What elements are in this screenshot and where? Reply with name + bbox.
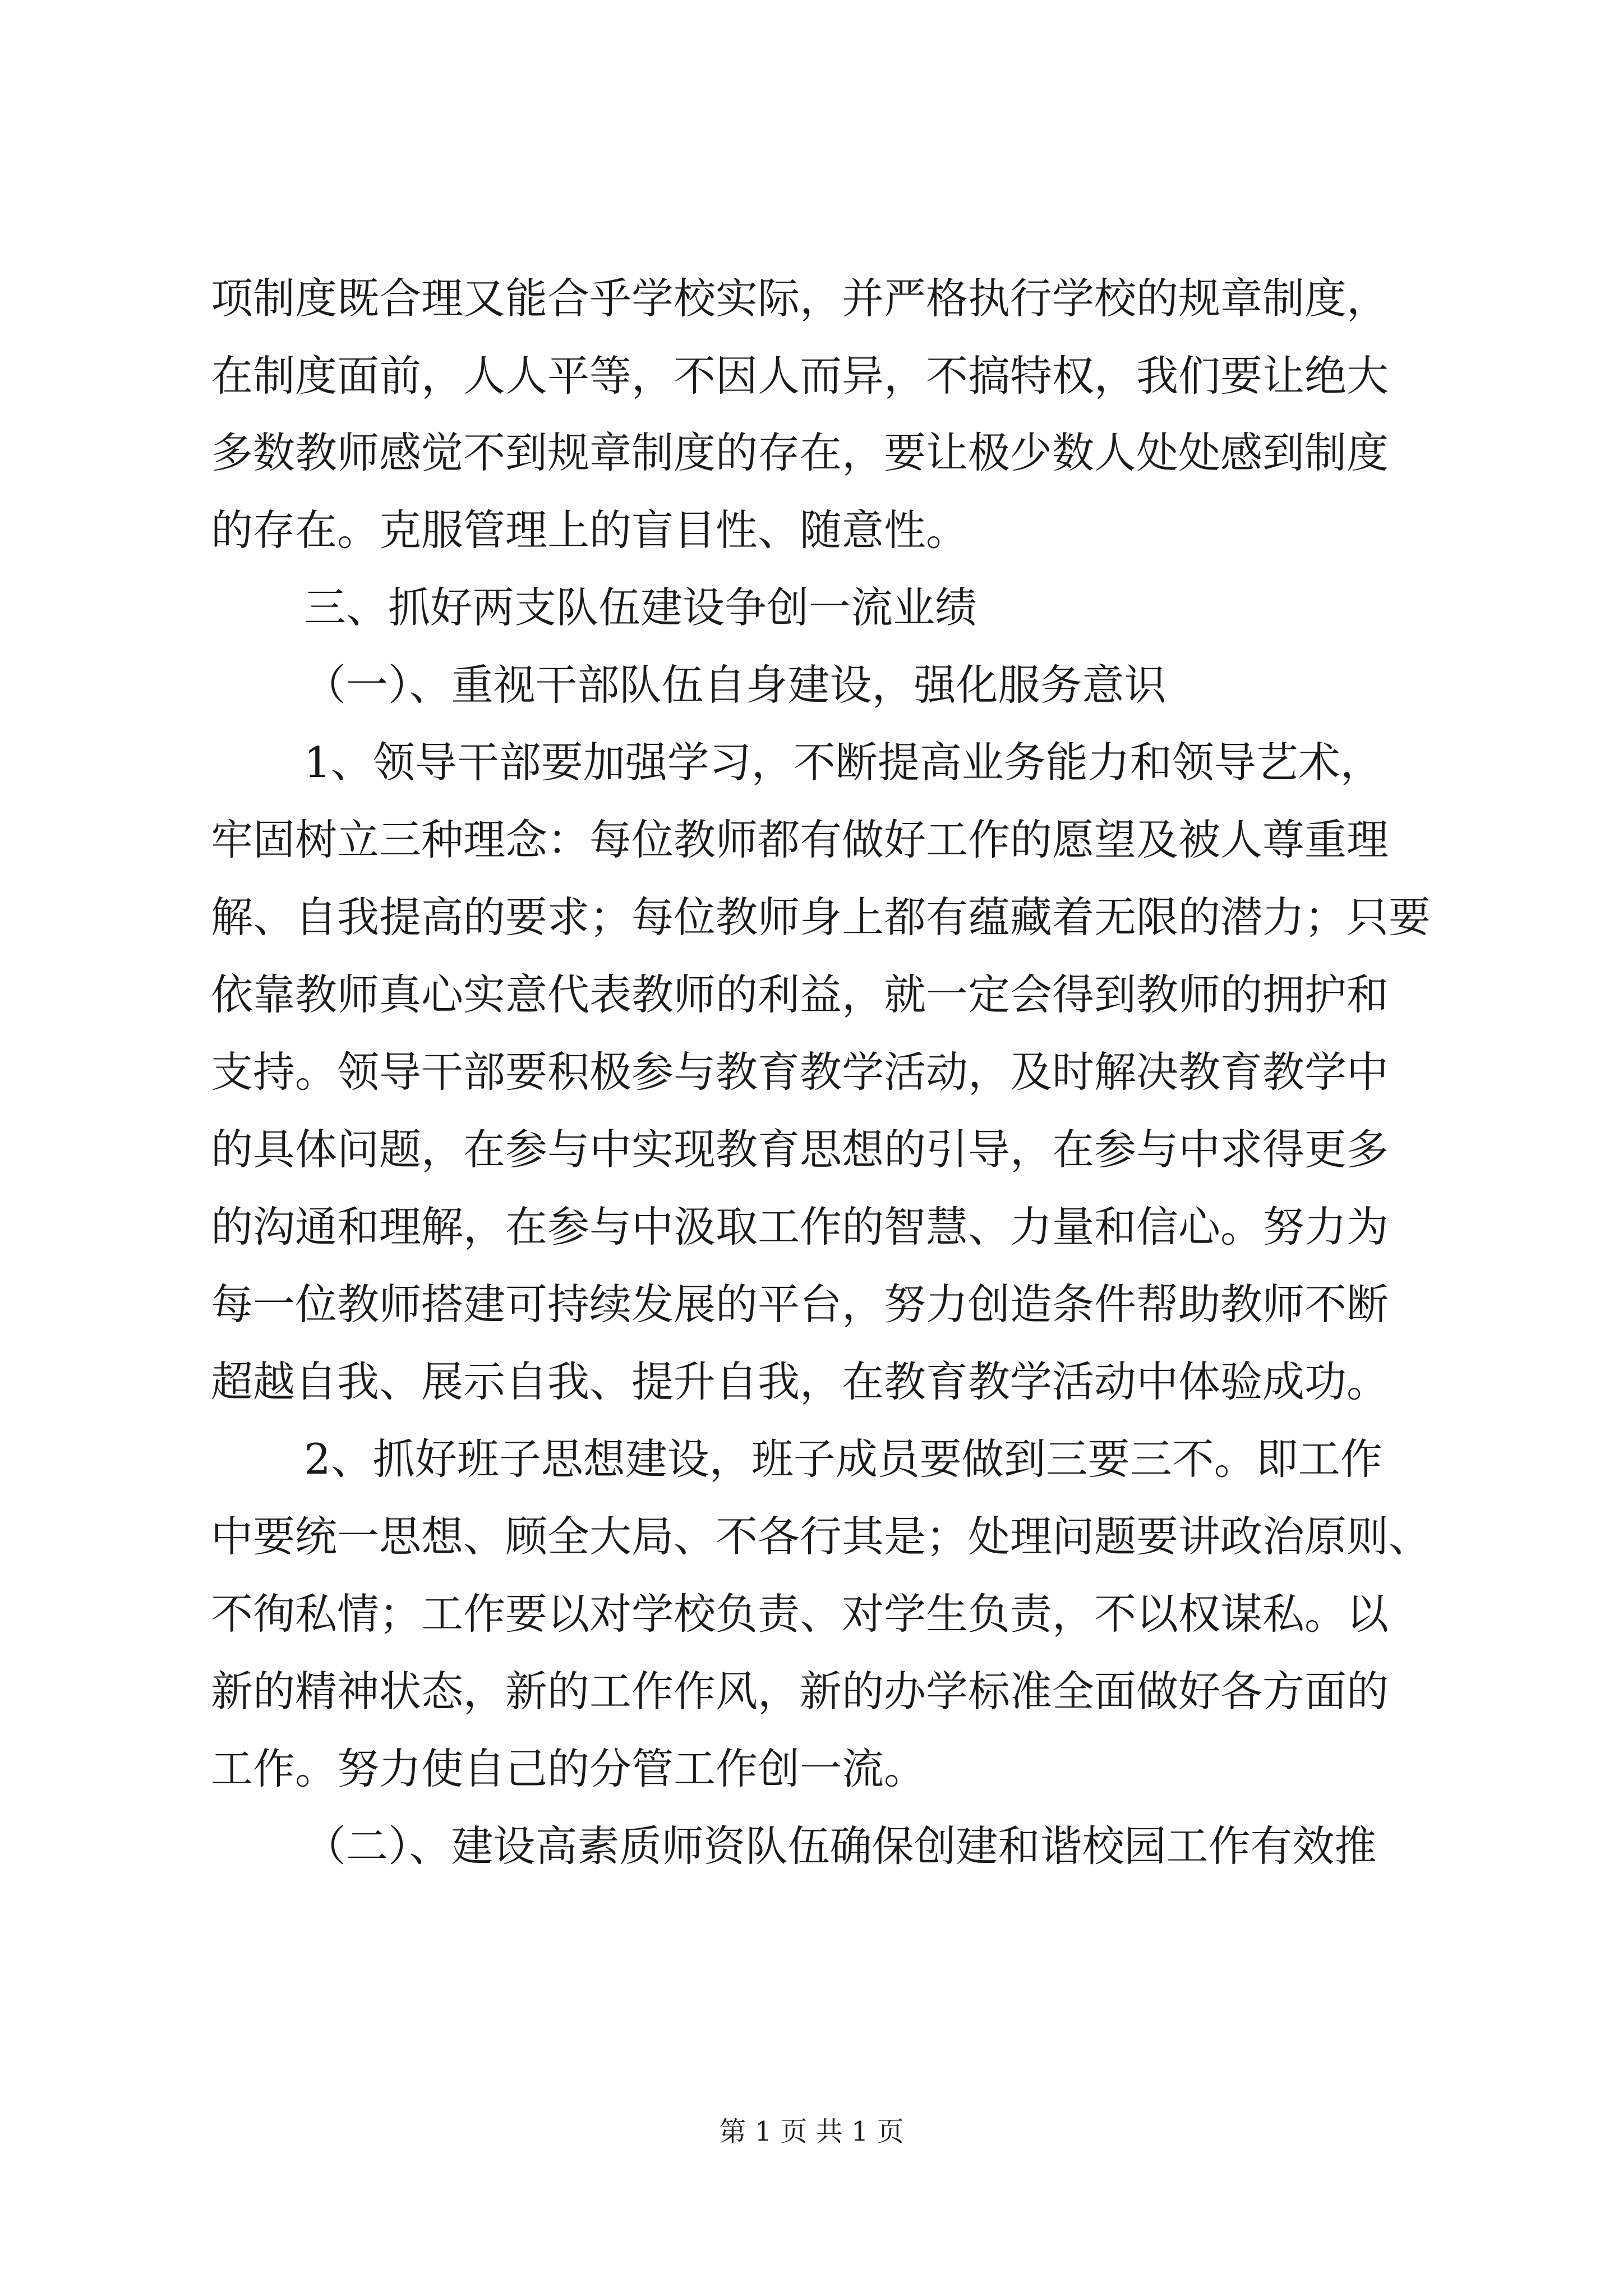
text-line-4: 的存在。克服管理上的盲目性、随意性。 <box>211 505 969 555</box>
text-line-7: 1、领导干部要加强学习，不断提高业务能力和领导艺术， <box>304 738 1382 787</box>
text-line-8: 牢固树立三种理念：每位教师都有做好工作的愿望及被人尊重理 <box>211 815 1389 864</box>
section-heading: 三、抓好两支队伍建设争创一流业绩 <box>304 583 978 632</box>
text-line-20: 工作。努力使自己的分管工作创一流。 <box>211 1744 926 1793</box>
text-line-13: 的沟通和理解，在参与中汲取工作的智慧、力量和信心。努力为 <box>211 1202 1389 1251</box>
text-line-2: 在制度面前，人人平等，不因人而异，不搞特权，我们要让绝大 <box>211 351 1389 401</box>
text-line-17: 中要统一思想、顾全大局、不各行其是；处理问题要讲政治原则、 <box>211 1512 1431 1561</box>
page-footer: 第 1 页 共 1 页 <box>719 2116 904 2147</box>
subsection-heading-2: （二）、建设高素质师资队伍确保创建和谐校园工作有效推 <box>304 1821 1377 1871</box>
text-line-9: 解、自我提高的要求；每位教师身上都有蕴藏着无限的潜力；只要 <box>211 892 1431 942</box>
subsection-heading-1: （一）、重视干部队伍自身建设，强化服务意识 <box>304 660 1166 710</box>
text-line-14: 每一位教师搭建可持续发展的平台，努力创造条件帮助教师不断 <box>211 1280 1389 1329</box>
text-line-18: 不徇私情；工作要以对学校负责、对学生负责，不以权谋私。以 <box>211 1589 1389 1639</box>
text-line-15: 超越自我、展示自我、提升自我，在教育教学活动中体验成功。 <box>211 1357 1389 1406</box>
text-line-3: 多数教师感觉不到规章制度的存在，要让极少数人处处感到制度 <box>211 428 1389 477</box>
text-line-19: 新的精神状态，新的工作作风，新的办学标准全面做好各方面的 <box>211 1667 1389 1716</box>
text-line-12: 的具体问题，在参与中实现教育思想的引导，在参与中求得更多 <box>211 1125 1389 1174</box>
text-line-10: 依靠教师真心实意代表教师的利益，就一定会得到教师的拥护和 <box>211 970 1389 1019</box>
text-line-11: 支持。领导干部要积极参与教育教学活动，及时解决教育教学中 <box>211 1047 1389 1097</box>
text-line-1: 项制度既合理又能合乎学校实际，并严格执行学校的规章制度， <box>211 274 1389 323</box>
text-line-16: 2、抓好班子思想建设，班子成员要做到三要三不。即工作 <box>304 1434 1382 1484</box>
